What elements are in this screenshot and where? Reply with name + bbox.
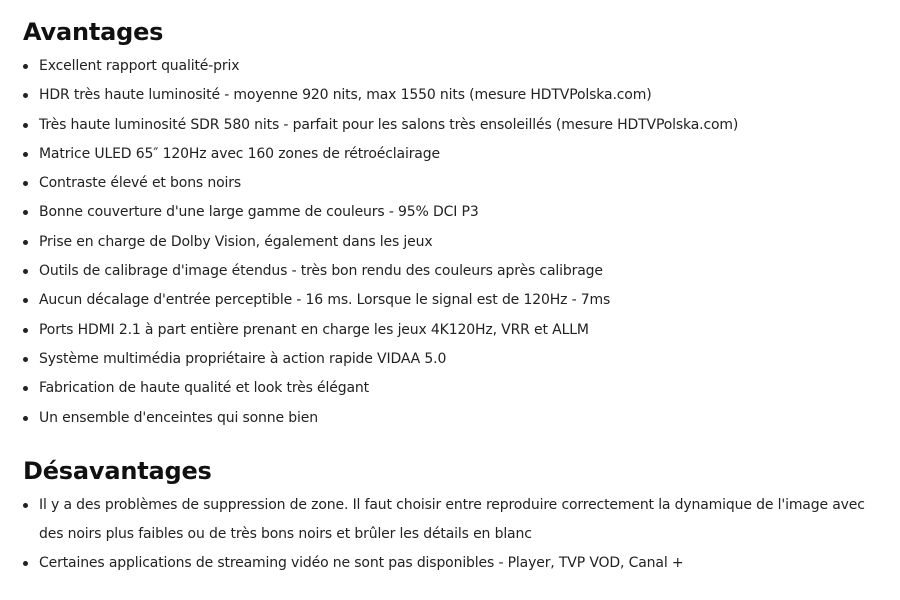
advantages-heading: Avantages: [23, 18, 164, 46]
advantage-item: Prise en charge de Dolby Vision, également dans les jeux: [23, 228, 886, 257]
advantage-item: Un ensemble d'enceintes qui sonne bien: [23, 404, 886, 433]
advantage-item: Système multimédia propriétaire à action rapide VIDAA 5.0: [23, 345, 886, 374]
disadvantage-item: Certaines applications de streaming vidéo ne sont pas disponibles - Player, TVP VOD, Canal +: [23, 549, 886, 578]
advantages-list: [23, 52, 886, 433]
advantage-item: HDR très haute luminosité - moyenne 920 nits, max 1550 nits (mesure HDTVPolska.com): [23, 81, 886, 110]
advantage-item: Bonne couverture d'une large gamme de couleurs - 95% DCI P3: [23, 198, 886, 227]
advantage-item: Ports HDMI 2.1 à part entière prenant en charge les jeux 4K120Hz, VRR et ALLM: [23, 316, 886, 345]
advantage-item: Contraste élevé et bons noirs: [23, 169, 886, 198]
disadvantages-heading: Désavantages: [23, 456, 212, 485]
advantage-item: Très haute luminosité SDR 580 nits - parfait pour les salons très ensoleillés (mesure HDTVPolska.com): [23, 111, 886, 140]
advantage-item: Fabrication de haute qualité et look très élégant: [23, 374, 886, 403]
disadvantage-item: Il y a des problèmes de suppression de zone. Il faut choisir entre reproduire correctement la dynamique de l'image avec des noirs plus faibles ou de très bons noirs et brûler les détails en blanc: [23, 491, 886, 550]
advantage-item: Excellent rapport qualité-prix: [23, 52, 886, 81]
advantage-item: Matrice ULED 65″ 120Hz avec 160 zones de rétroéclairage: [23, 140, 886, 169]
advantage-item: Outils de calibrage d'image étendus - très bon rendu des couleurs après calibrage: [23, 257, 886, 286]
advantage-item: Aucun décalage d'entrée perceptible - 16 ms. Lorsque le signal est de 120Hz - 7ms: [23, 286, 886, 315]
disadvantages-list: [23, 491, 886, 579]
